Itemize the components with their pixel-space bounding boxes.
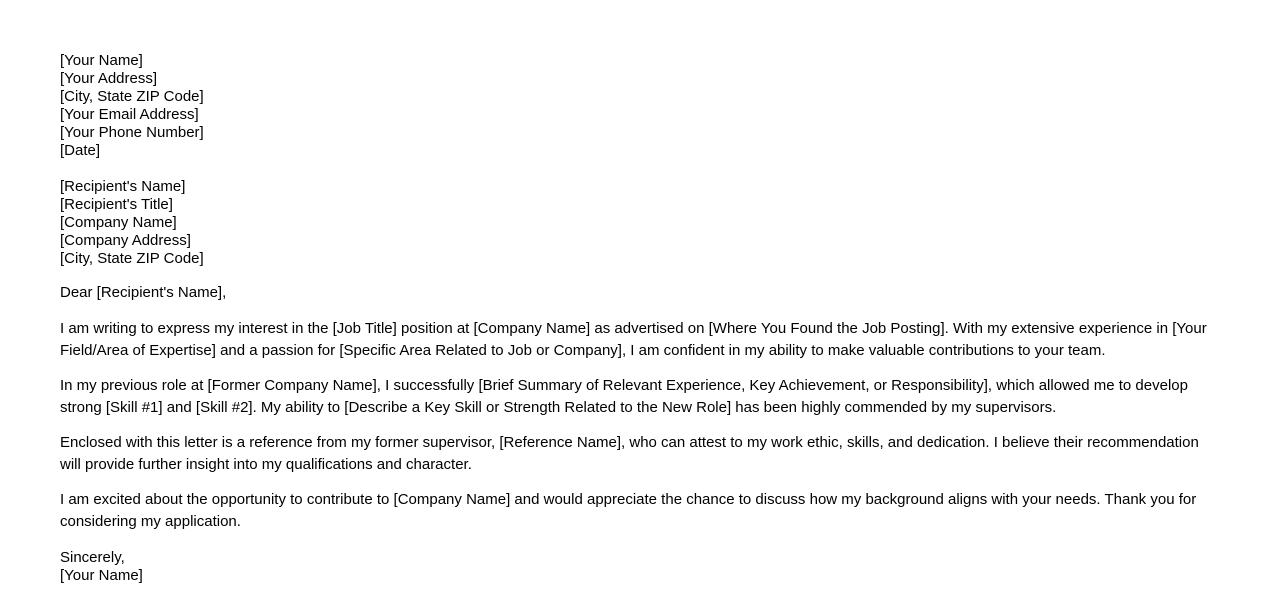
- sender-address-block: [60, 52, 1210, 160]
- sender-name: [Your Name]: [60, 52, 143, 69]
- block-spacer: [60, 268, 1210, 284]
- sender-address: [Your Address]: [60, 70, 158, 87]
- recipient-address-block: [60, 178, 1210, 268]
- recipient-company-address: [Company Address]: [60, 232, 191, 249]
- recipient-city-state-zip: [City, State ZIP Code]: [60, 250, 204, 267]
- letter-date: [Date]: [60, 142, 101, 159]
- closing-salutation: Sincerely,: [60, 549, 125, 566]
- signature-name: [Your Name]: [60, 567, 143, 584]
- paragraph-reference: Enclosed with this letter is a reference from my former supervisor, [Reference Name], who can attest to my work ethic, skills, and dedication. I believe their recommendation will provide further insight into my qualifications and character.: [60, 434, 1199, 473]
- paragraph-experience: In my previous role at [Former Company Name], I successfully [Brief Summary of Relevant Experience, Key Achievement, or Responsibility], which allowed me to develop strong [Skill #1] and [Skill #2]. My ability to [Describe a Key Skill or Strength Related to the New Role] has been highly commended by my supervisors.: [60, 377, 1188, 416]
- sender-phone: [Your Phone Number]: [60, 124, 204, 141]
- paragraph-intro: I am writing to express my interest in the [Job Title] position at [Company Name] as advertised on [Where You Found the Job Posting]. With my extensive experience in [Your Field/Area of Expertise] and a passion for [Specific Area Related to Job or Company], I am confident in my ability to make valuable contributions to your team.: [60, 320, 1207, 359]
- block-spacer: [60, 533, 1210, 549]
- paragraph-closing-request: I am excited about the opportunity to contribute to [Company Name] and would appreciate the chance to discuss how my background aligns with your needs. Thank you for considering my application.: [60, 491, 1197, 530]
- salutation: Dear [Recipient's Name],: [60, 284, 227, 301]
- recipient-title: [Recipient's Title]: [60, 196, 173, 213]
- recipient-name: [Recipient's Name]: [60, 178, 186, 195]
- block-spacer: [60, 302, 1210, 318]
- cover-letter-body: [60, 52, 1210, 585]
- recipient-company-name: [Company Name]: [60, 214, 177, 231]
- block-spacer: [60, 160, 1210, 178]
- sender-city-state-zip: [City, State ZIP Code]: [60, 88, 204, 105]
- sender-email: [Your Email Address]: [60, 106, 199, 123]
